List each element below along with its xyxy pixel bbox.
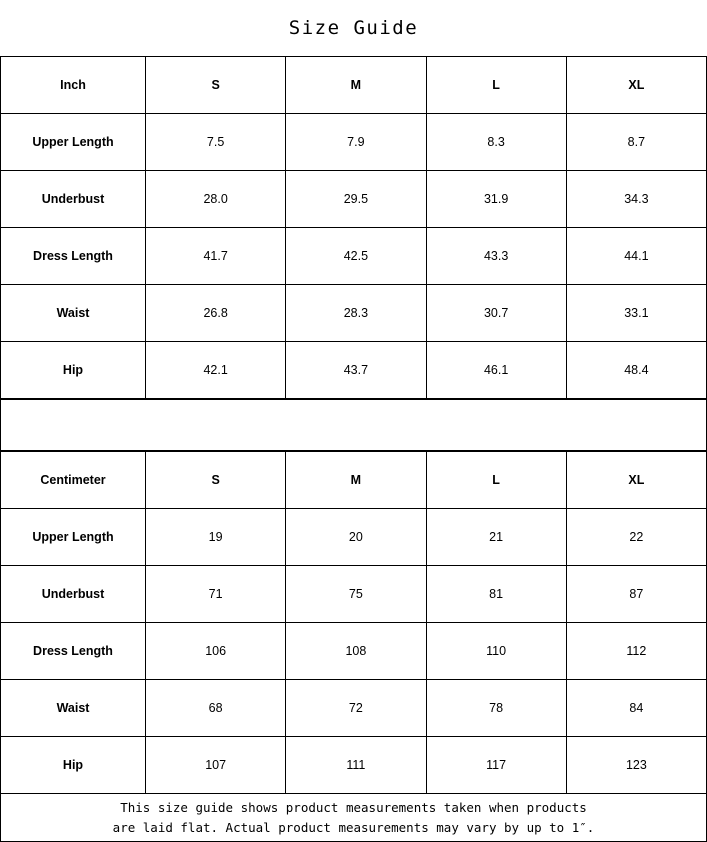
- cell-value: 21: [426, 509, 566, 566]
- cell-value: 123: [566, 737, 706, 794]
- cell-value: 41.7: [146, 228, 286, 285]
- cell-value: 111: [286, 737, 426, 794]
- row-label: Waist: [1, 285, 146, 342]
- cell-value: 28.3: [286, 285, 426, 342]
- table-row: [1, 509, 707, 566]
- cell-value: 46.1: [426, 342, 566, 399]
- cell-value: 8.7: [566, 114, 706, 171]
- cell-value: 42.5: [286, 228, 426, 285]
- row-label: Underbust: [1, 566, 146, 623]
- size-table-inch: [0, 56, 707, 399]
- cell-value: 81: [426, 566, 566, 623]
- cell-value: 19: [146, 509, 286, 566]
- cell-value: 78: [426, 680, 566, 737]
- footnote-line-1: This size guide shows product measurements taken when products: [120, 800, 587, 816]
- size-header-l: L: [426, 452, 566, 509]
- cell-value: 8.3: [426, 114, 566, 171]
- size-header-xl: XL: [566, 452, 706, 509]
- table-row: [1, 680, 707, 737]
- cell-value: 7.5: [146, 114, 286, 171]
- table-header-row: [1, 57, 707, 114]
- table-row: [1, 114, 707, 171]
- cell-value: 28.0: [146, 171, 286, 228]
- cell-value: 108: [286, 623, 426, 680]
- table-row: [1, 285, 707, 342]
- cell-value: 110: [426, 623, 566, 680]
- table-row: [1, 737, 707, 794]
- cell-value: 43.7: [286, 342, 426, 399]
- footnote: [0, 794, 707, 842]
- cell-value: 33.1: [566, 285, 706, 342]
- cell-value: 48.4: [566, 342, 706, 399]
- row-label: Waist: [1, 680, 146, 737]
- size-header-xl: XL: [566, 57, 706, 114]
- cell-value: 34.3: [566, 171, 706, 228]
- table-row: [1, 228, 707, 285]
- cell-value: 42.1: [146, 342, 286, 399]
- cell-value: 29.5: [286, 171, 426, 228]
- size-header-s: S: [146, 452, 286, 509]
- table-row: [1, 623, 707, 680]
- table-row: [1, 566, 707, 623]
- cell-value: 117: [426, 737, 566, 794]
- size-header-l: L: [426, 57, 566, 114]
- row-label: Dress Length: [1, 228, 146, 285]
- row-label: Hip: [1, 342, 146, 399]
- size-header-m: M: [286, 57, 426, 114]
- cell-value: 72: [286, 680, 426, 737]
- size-header-m: M: [286, 452, 426, 509]
- cell-value: 30.7: [426, 285, 566, 342]
- table-divider: [0, 399, 707, 451]
- unit-header-inch: Inch: [1, 57, 146, 114]
- cell-value: 112: [566, 623, 706, 680]
- table-row: [1, 342, 707, 399]
- cell-value: 68: [146, 680, 286, 737]
- cell-value: 71: [146, 566, 286, 623]
- cell-value: 44.1: [566, 228, 706, 285]
- cell-value: 31.9: [426, 171, 566, 228]
- cell-value: 43.3: [426, 228, 566, 285]
- cell-value: 26.8: [146, 285, 286, 342]
- row-label: Hip: [1, 737, 146, 794]
- cell-value: 107: [146, 737, 286, 794]
- footnote-line-2: are laid flat. Actual product measurements may vary by up to 1″.: [112, 819, 595, 835]
- size-table-centimeter: [0, 451, 707, 794]
- cell-value: 75: [286, 566, 426, 623]
- row-label: Upper Length: [1, 509, 146, 566]
- row-label: Upper Length: [1, 114, 146, 171]
- row-label: Dress Length: [1, 623, 146, 680]
- table-header-row: [1, 452, 707, 509]
- unit-header-centimeter: Centimeter: [1, 452, 146, 509]
- row-label: Underbust: [1, 171, 146, 228]
- cell-value: 7.9: [286, 114, 426, 171]
- table-row: [1, 171, 707, 228]
- cell-value: 20: [286, 509, 426, 566]
- size-header-s: S: [146, 57, 286, 114]
- cell-value: 22: [566, 509, 706, 566]
- cell-value: 84: [566, 680, 706, 737]
- cell-value: 106: [146, 623, 286, 680]
- page-title: Size Guide: [288, 17, 419, 39]
- cell-value: 87: [566, 566, 706, 623]
